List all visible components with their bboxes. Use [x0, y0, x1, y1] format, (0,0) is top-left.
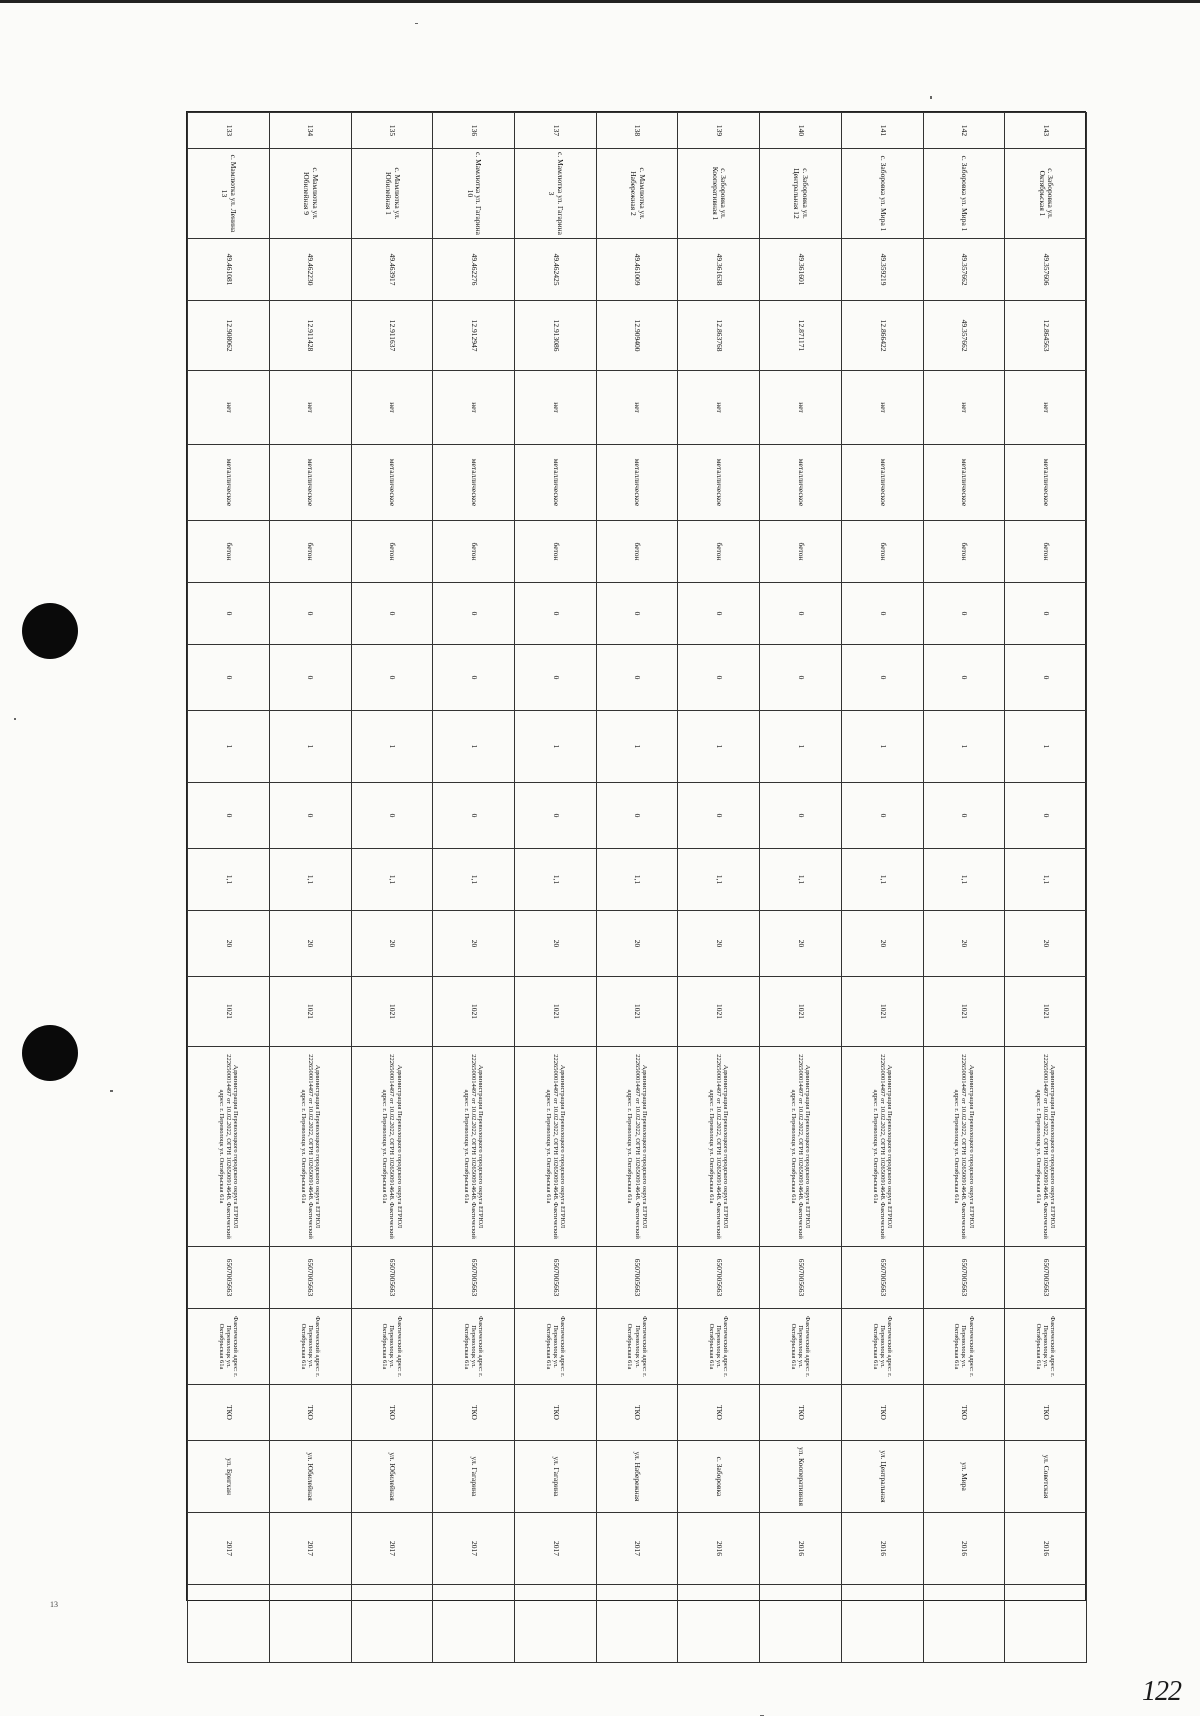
waste-type: ТКО — [188, 1385, 270, 1441]
col-14-value: 1021 — [596, 977, 678, 1047]
served-street: ул. Бригхан — [188, 1441, 270, 1513]
waste-type: ТКО — [351, 1385, 433, 1441]
owner-details: Администрация Переволоцкого городского округа ЕГРЮЛ 2226500014497 от 10.02.2022, ОГРН 1026500914648. Фактический адрес: г. Переволоцк ул. Октябрьская 61а — [760, 1047, 842, 1247]
notes — [760, 1585, 842, 1663]
shed-cover: нет — [678, 371, 760, 445]
install-year: 2017 — [269, 1513, 351, 1585]
container-material: металлическое — [596, 445, 678, 521]
longitude: 12.866422 — [841, 301, 923, 371]
margin-mark: 13 — [50, 1600, 58, 1609]
surface-type: бетон — [188, 521, 270, 583]
table-row — [678, 113, 760, 1663]
actual-address: Фактический адрес: г. Переволоцк ул. Октябрьская 61а — [351, 1309, 433, 1385]
latitude: 49.462230 — [269, 239, 351, 301]
notes — [841, 1585, 923, 1663]
container-volume: 1,1 — [188, 849, 270, 911]
install-year: 2017 — [514, 1513, 596, 1585]
col-9-value: 0 — [841, 645, 923, 711]
container-volume: 1,1 — [269, 849, 351, 911]
waste-type: ТКО — [678, 1385, 760, 1441]
surface-type: бетон — [433, 521, 515, 583]
container-count: 1 — [923, 711, 1005, 783]
actual-address: Фактический адрес: г. Переволоцк ул. Октябрьская 61а — [188, 1309, 270, 1385]
row-number: 141 — [841, 113, 923, 149]
row-number: 136 — [433, 113, 515, 149]
site-address: с. Мамлютка ул. Набережная 2 — [596, 149, 678, 239]
owner-inn: 6507005663 — [596, 1247, 678, 1309]
col-8-value: 0 — [1005, 583, 1087, 645]
col-11-value: 0 — [841, 783, 923, 849]
install-year: 2017 — [351, 1513, 433, 1585]
latitude: 49.461009 — [596, 239, 678, 301]
col-11-value: 0 — [351, 783, 433, 849]
punch-hole-bottom — [22, 1025, 78, 1081]
container-material: металлическое — [269, 445, 351, 521]
col-14-value: 1021 — [678, 977, 760, 1047]
surface-type: бетон — [514, 521, 596, 583]
container-material: металлическое — [841, 445, 923, 521]
notes — [351, 1585, 433, 1663]
container-count: 1 — [678, 711, 760, 783]
surface-type: бетон — [351, 521, 433, 583]
longitude: 12.909400 — [596, 301, 678, 371]
waste-type: ТКО — [269, 1385, 351, 1441]
container-volume: 1,1 — [514, 849, 596, 911]
register-table-rotated — [187, 112, 1087, 1602]
container-count: 1 — [514, 711, 596, 783]
col-9-value: 0 — [596, 645, 678, 711]
col-8-value: 0 — [514, 583, 596, 645]
col-13-value: 20 — [678, 911, 760, 977]
col-13-value: 20 — [841, 911, 923, 977]
col-11-value: 0 — [188, 783, 270, 849]
row-number: 138 — [596, 113, 678, 149]
col-8-value: 0 — [188, 583, 270, 645]
owner-inn: 6507005663 — [269, 1247, 351, 1309]
waste-type: ТКО — [596, 1385, 678, 1441]
row-number: 133 — [188, 113, 270, 149]
waste-type: ТКО — [433, 1385, 515, 1441]
col-13-value: 20 — [596, 911, 678, 977]
punch-hole-top — [22, 603, 78, 659]
install-year: 2016 — [1005, 1513, 1087, 1585]
surface-type: бетон — [841, 521, 923, 583]
col-8-value: 0 — [841, 583, 923, 645]
notes — [923, 1585, 1005, 1663]
container-count: 1 — [351, 711, 433, 783]
container-volume: 1,1 — [596, 849, 678, 911]
shed-cover: нет — [433, 371, 515, 445]
register-table — [186, 111, 1086, 1601]
col-8-value: 0 — [351, 583, 433, 645]
table-row — [351, 113, 433, 1663]
container-material: металлическое — [1005, 445, 1087, 521]
col-9-value: 0 — [760, 645, 842, 711]
waste-type: ТКО — [1005, 1385, 1087, 1441]
table-row — [269, 113, 351, 1663]
table-row — [514, 113, 596, 1663]
surface-type: бетон — [760, 521, 842, 583]
owner-details: Администрация Переволоцкого городского округа ЕГРЮЛ 2226500014497 от 10.02.2022, ОГРН 1026500914648. Фактический адрес: г. Переволоцк ул. Октябрьская 61а — [596, 1047, 678, 1247]
scan-speck — [110, 1090, 113, 1092]
table-row — [596, 113, 678, 1663]
container-material: металлическое — [433, 445, 515, 521]
actual-address: Фактический адрес: г. Переволоцк ул. Октябрьская 61а — [596, 1309, 678, 1385]
col-14-value: 1021 — [514, 977, 596, 1047]
install-year: 2016 — [923, 1513, 1005, 1585]
col-8-value: 0 — [678, 583, 760, 645]
owner-inn: 6507005663 — [841, 1247, 923, 1309]
col-14-value: 1021 — [433, 977, 515, 1047]
site-address: с. Заборовка ул. Октябрьская 1 — [1005, 149, 1087, 239]
col-13-value: 20 — [433, 911, 515, 977]
shed-cover: нет — [514, 371, 596, 445]
owner-details: Администрация Переволоцкого городского округа ЕГРЮЛ 2226500014497 от 10.02.2022, ОГРН 1026500914648. Фактический адрес: г. Переволоцк ул. Октябрьская 61а — [351, 1047, 433, 1247]
actual-address: Фактический адрес: г. Переволоцк ул. Октябрьская 61а — [269, 1309, 351, 1385]
actual-address: Фактический адрес: г. Переволоцк ул. Октябрьская 61а — [678, 1309, 760, 1385]
owner-details: Администрация Переволоцкого городского округа ЕГРЮЛ 2226500014497 от 10.02.2022, ОГРН 1026500914648. Фактический адрес: г. Переволоцк ул. Октябрьская 61а — [433, 1047, 515, 1247]
scan-speck — [930, 96, 932, 99]
site-address: с. Мамлютка ул. Юбилейная 1 — [351, 149, 433, 239]
shed-cover: нет — [269, 371, 351, 445]
container-volume: 1,1 — [433, 849, 515, 911]
notes — [596, 1585, 678, 1663]
row-number: 143 — [1005, 113, 1087, 149]
col-8-value: 0 — [923, 583, 1005, 645]
container-count: 1 — [269, 711, 351, 783]
waste-type: ТКО — [514, 1385, 596, 1441]
latitude: 49.462276 — [433, 239, 515, 301]
served-street: ул. Юбилейная — [351, 1441, 433, 1513]
served-street: ул. Гагарина — [514, 1441, 596, 1513]
col-11-value: 0 — [923, 783, 1005, 849]
served-street: ул. Центральная — [841, 1441, 923, 1513]
longitude: 12.911428 — [269, 301, 351, 371]
served-street: ул. Гагарина — [433, 1441, 515, 1513]
col-14-value: 1021 — [841, 977, 923, 1047]
col-13-value: 20 — [923, 911, 1005, 977]
install-year: 2016 — [760, 1513, 842, 1585]
site-address: с. Заборовка ул. Центральная 12 — [760, 149, 842, 239]
col-11-value: 0 — [596, 783, 678, 849]
col-9-value: 0 — [1005, 645, 1087, 711]
owner-details: Администрация Переволоцкого городского округа ЕГРЮЛ 2226500014497 от 10.02.2022, ОГРН 1026500914648. Фактический адрес: г. Переволоцк ул. Октябрьская 61а — [188, 1047, 270, 1247]
col-9-value: 0 — [923, 645, 1005, 711]
col-13-value: 20 — [269, 911, 351, 977]
col-9-value: 0 — [433, 645, 515, 711]
container-material: металлическое — [678, 445, 760, 521]
col-13-value: 20 — [760, 911, 842, 977]
shed-cover: нет — [760, 371, 842, 445]
col-8-value: 0 — [433, 583, 515, 645]
col-13-value: 20 — [188, 911, 270, 977]
col-13-value: 20 — [351, 911, 433, 977]
latitude: 49.361638 — [678, 239, 760, 301]
site-address: с. Заборовка ул. Кооперативная 1 — [678, 149, 760, 239]
owner-inn: 6507005663 — [188, 1247, 270, 1309]
col-11-value: 0 — [269, 783, 351, 849]
longitude: 12.911637 — [351, 301, 433, 371]
col-8-value: 0 — [760, 583, 842, 645]
col-9-value: 0 — [269, 645, 351, 711]
owner-details: Администрация Переволоцкого городского округа ЕГРЮЛ 2226500014497 от 10.02.2022, ОГРН 1026500914648. Фактический адрес: г. Переволоцк ул. Октябрьская 61а — [678, 1047, 760, 1247]
site-address: с. Мамлютка ул. Гагарина 10 — [433, 149, 515, 239]
container-volume: 1,1 — [760, 849, 842, 911]
latitude: 49.357662 — [923, 239, 1005, 301]
table-row — [841, 113, 923, 1663]
col-11-value: 0 — [514, 783, 596, 849]
install-year: 2017 — [188, 1513, 270, 1585]
col-9-value: 0 — [678, 645, 760, 711]
longitude: 12.912947 — [433, 301, 515, 371]
table-row — [760, 113, 842, 1663]
surface-type: бетон — [923, 521, 1005, 583]
container-material: металлическое — [923, 445, 1005, 521]
owner-inn: 6507005663 — [351, 1247, 433, 1309]
owner-inn: 6507005663 — [433, 1247, 515, 1309]
container-count: 1 — [1005, 711, 1087, 783]
surface-type: бетон — [596, 521, 678, 583]
col-14-value: 1021 — [923, 977, 1005, 1047]
page-number: 122 — [1142, 1676, 1181, 1707]
container-count: 1 — [596, 711, 678, 783]
row-number: 137 — [514, 113, 596, 149]
surface-type: бетон — [678, 521, 760, 583]
waste-type: ТКО — [760, 1385, 842, 1441]
latitude: 49.462425 — [514, 239, 596, 301]
scan-speck — [14, 718, 16, 720]
row-number: 134 — [269, 113, 351, 149]
owner-details: Администрация Переволоцкого городского округа ЕГРЮЛ 2226500014497 от 10.02.2022, ОГРН 1026500914648. Фактический адрес: г. Переволоцк ул. Октябрьская 61а — [841, 1047, 923, 1247]
container-material: металлическое — [514, 445, 596, 521]
owner-details: Администрация Переволоцкого городского округа ЕГРЮЛ 2226500014497 от 10.02.2022, ОГРН 1026500914648. Фактический адрес: г. Переволоцк ул. Октябрьская 61а — [269, 1047, 351, 1247]
install-year: 2016 — [841, 1513, 923, 1585]
col-9-value: 0 — [514, 645, 596, 711]
site-address: с. Заборовка ул. Мира 1 — [841, 149, 923, 239]
col-8-value: 0 — [269, 583, 351, 645]
col-14-value: 1021 — [269, 977, 351, 1047]
actual-address: Фактический адрес: г. Переволоцк ул. Октябрьская 61а — [760, 1309, 842, 1385]
register-grid — [187, 112, 1087, 1663]
col-13-value: 20 — [1005, 911, 1087, 977]
notes — [269, 1585, 351, 1663]
container-volume: 1,1 — [351, 849, 433, 911]
notes — [433, 1585, 515, 1663]
table-row — [923, 113, 1005, 1663]
longitude: 12.913086 — [514, 301, 596, 371]
actual-address: Фактический адрес: г. Переволоцк ул. Октябрьская 61а — [923, 1309, 1005, 1385]
container-volume: 1,1 — [1005, 849, 1087, 911]
served-street: ул. Набережная — [596, 1441, 678, 1513]
latitude: 49.357606 — [1005, 239, 1087, 301]
actual-address: Фактический адрес: г. Переволоцк ул. Октябрьская 61а — [514, 1309, 596, 1385]
scan-top-edge — [0, 0, 1200, 3]
actual-address: Фактический адрес: г. Переволоцк ул. Октябрьская 61а — [1005, 1309, 1087, 1385]
container-material: металлическое — [351, 445, 433, 521]
row-number: 139 — [678, 113, 760, 149]
shed-cover: нет — [1005, 371, 1087, 445]
container-material: металлическое — [760, 445, 842, 521]
install-year: 2016 — [678, 1513, 760, 1585]
notes — [678, 1585, 760, 1663]
latitude: 49.461081 — [188, 239, 270, 301]
table-row — [433, 113, 515, 1663]
row-number: 142 — [923, 113, 1005, 149]
col-11-value: 0 — [1005, 783, 1087, 849]
col-13-value: 20 — [514, 911, 596, 977]
container-volume: 1,1 — [678, 849, 760, 911]
col-8-value: 0 — [596, 583, 678, 645]
actual-address: Фактический адрес: г. Переволоцк ул. Октябрьская 61а — [841, 1309, 923, 1385]
container-count: 1 — [433, 711, 515, 783]
longitude: 12.871171 — [760, 301, 842, 371]
notes — [514, 1585, 596, 1663]
install-year: 2017 — [433, 1513, 515, 1585]
row-number: 140 — [760, 113, 842, 149]
col-11-value: 0 — [433, 783, 515, 849]
served-street: ул. Юбилейная — [269, 1441, 351, 1513]
owner-inn: 6507005663 — [678, 1247, 760, 1309]
col-9-value: 0 — [188, 645, 270, 711]
site-address: с. Заборовка ул. Мира 1 — [923, 149, 1005, 239]
table-row — [188, 113, 270, 1663]
served-street: ул. Советская — [1005, 1441, 1087, 1513]
col-14-value: 1021 — [760, 977, 842, 1047]
container-count: 1 — [188, 711, 270, 783]
col-14-value: 1021 — [1005, 977, 1087, 1047]
latitude: 49.359219 — [841, 239, 923, 301]
served-street: ул. Кооперативная — [760, 1441, 842, 1513]
longitude: 12.864563 — [1005, 301, 1087, 371]
col-14-value: 1021 — [351, 977, 433, 1047]
container-count: 1 — [760, 711, 842, 783]
col-11-value: 0 — [760, 783, 842, 849]
install-year: 2017 — [596, 1513, 678, 1585]
container-volume: 1,1 — [923, 849, 1005, 911]
actual-address: Фактический адрес: г. Переволоцк ул. Октябрьская 61а — [433, 1309, 515, 1385]
shed-cover: нет — [923, 371, 1005, 445]
site-address: с. Мамлютка ул. Юбилейная 9 — [269, 149, 351, 239]
row-number: 135 — [351, 113, 433, 149]
shed-cover: нет — [351, 371, 433, 445]
longitude: 12.908062 — [188, 301, 270, 371]
waste-type: ТКО — [841, 1385, 923, 1441]
container-material: металлическое — [188, 445, 270, 521]
container-volume: 1,1 — [841, 849, 923, 911]
owner-details: Администрация Переволоцкого городского округа ЕГРЮЛ 2226500014497 от 10.02.2022, ОГРН 1026500914648. Фактический адрес: г. Переволоцк ул. Октябрьская 61а — [923, 1047, 1005, 1247]
notes — [188, 1585, 270, 1663]
latitude: 49.463917 — [351, 239, 433, 301]
col-14-value: 1021 — [188, 977, 270, 1047]
longitude: 49.357662 — [923, 301, 1005, 371]
surface-type: бетон — [1005, 521, 1087, 583]
surface-type: бетон — [269, 521, 351, 583]
scan-speck — [415, 23, 418, 24]
notes — [1005, 1585, 1087, 1663]
site-address: с. Мамлютка ул. Гагарина 3 — [514, 149, 596, 239]
owner-inn: 6507005663 — [1005, 1247, 1087, 1309]
latitude: 49.361601 — [760, 239, 842, 301]
owner-inn: 6507005663 — [923, 1247, 1005, 1309]
col-11-value: 0 — [678, 783, 760, 849]
waste-type: ТКО — [923, 1385, 1005, 1441]
col-9-value: 0 — [351, 645, 433, 711]
served-street: с. Заборовка — [678, 1441, 760, 1513]
owner-details: Администрация Переволоцкого городского округа ЕГРЮЛ 2226500014497 от 10.02.2022, ОГРН 1026500914648. Фактический адрес: г. Переволоцк ул. Октябрьская 61а — [514, 1047, 596, 1247]
shed-cover: нет — [188, 371, 270, 445]
owner-inn: 6507005663 — [760, 1247, 842, 1309]
owner-details: Администрация Переволоцкого городского округа ЕГРЮЛ 2226500014497 от 10.02.2022, ОГРН 1026500914648. Фактический адрес: г. Переволоцк ул. Октябрьская 61а — [1005, 1047, 1087, 1247]
owner-inn: 6507005663 — [514, 1247, 596, 1309]
container-count: 1 — [841, 711, 923, 783]
table-row — [1005, 113, 1087, 1663]
longitude: 12.863768 — [678, 301, 760, 371]
served-street: ул. Мира — [923, 1441, 1005, 1513]
shed-cover: нет — [596, 371, 678, 445]
shed-cover: нет — [841, 371, 923, 445]
site-address: с. Мамлютка ул. Ленина 13 — [188, 149, 270, 239]
